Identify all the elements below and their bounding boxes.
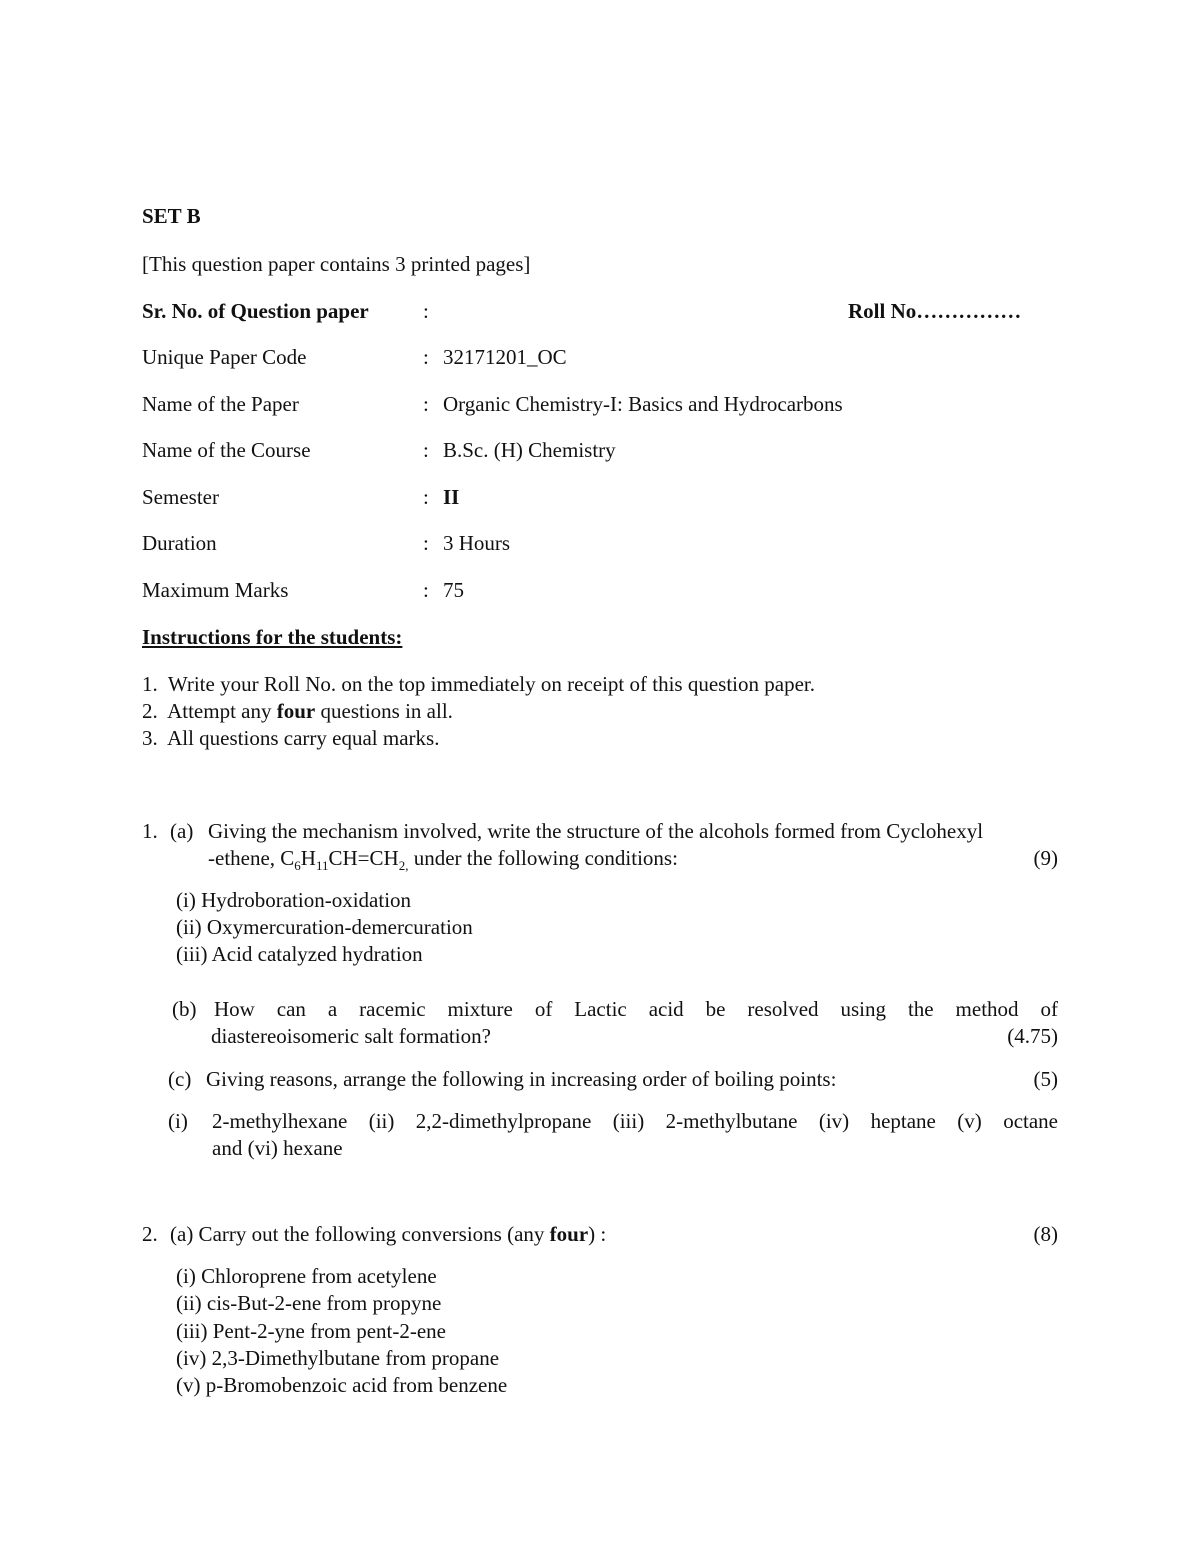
pages-note: [This question paper contains 3 printed pages] bbox=[142, 252, 531, 276]
question-number: 1. bbox=[142, 819, 158, 843]
item-text-bold: four bbox=[276, 699, 316, 723]
list-item: (ii) Oxymercuration-demercuration bbox=[176, 915, 473, 939]
info-label: Maximum Marks bbox=[142, 578, 289, 602]
item-text: All questions carry equal marks. bbox=[167, 726, 440, 750]
set-label: SET B bbox=[142, 204, 201, 228]
marks-label: (9) bbox=[1033, 846, 1058, 870]
sr-no-colon: : bbox=[423, 299, 429, 323]
item-text-pre: Attempt any bbox=[167, 699, 277, 723]
text-post: ) : bbox=[588, 1222, 607, 1246]
item-text: Write your Roll No. on the top immediately on receipt of this question paper. bbox=[167, 672, 815, 696]
list-item bbox=[142, 726, 439, 751]
item-number: 1. bbox=[142, 672, 158, 696]
info-value: 75 bbox=[443, 578, 464, 602]
part-b-label: (b) bbox=[172, 997, 197, 1021]
list-item: (i) Chloroprene from acetylene bbox=[176, 1264, 437, 1288]
marks-label: (4.75) bbox=[1007, 1024, 1058, 1048]
part-c-text: Giving reasons, arrange the following in increasing order of boiling points: bbox=[206, 1067, 837, 1091]
subscript: 6 bbox=[294, 858, 301, 874]
part-b-line1: How can a racemic mixture of Lactic acid be resolved using the method of bbox=[214, 997, 1058, 1021]
info-value: Organic Chemistry-I: Basics and Hydrocarbons bbox=[443, 392, 843, 416]
info-colon: : bbox=[423, 578, 429, 602]
list-item bbox=[142, 672, 815, 697]
info-colon: : bbox=[423, 531, 429, 555]
list-item bbox=[142, 699, 453, 724]
info-label: Name of the Course bbox=[142, 438, 311, 462]
part-a-text bbox=[170, 1222, 606, 1247]
list-item: (v) p-Bromobenzoic acid from benzene bbox=[176, 1373, 508, 1397]
formula-text: H bbox=[300, 846, 316, 870]
sr-no-label: Sr. No. of Question paper bbox=[142, 299, 369, 323]
formula-text: -ethene, C bbox=[208, 846, 295, 870]
info-colon: : bbox=[423, 392, 429, 416]
list-label: (i) bbox=[168, 1109, 188, 1133]
part-a-line1: Giving the mechanism involved, write the structure of the alcohols formed from Cyclohexyl bbox=[208, 819, 984, 843]
marks-label: (8) bbox=[1033, 1222, 1058, 1246]
question-number: 2. bbox=[142, 1222, 158, 1246]
formula-text: CH=CH bbox=[328, 846, 399, 870]
item-number: 3. bbox=[142, 726, 158, 750]
list-item: (iv) 2,3-Dimethylbutane from propane bbox=[176, 1346, 500, 1370]
text-bold: four bbox=[549, 1222, 589, 1246]
info-value: 32171201_OC bbox=[443, 345, 567, 369]
info-value: 3 Hours bbox=[443, 531, 511, 555]
compound-list-line1: 2-methylhexane (ii) 2,2-dimethylpropane (iii) 2-methylbutane (iv) heptane (v) octane bbox=[212, 1109, 1058, 1133]
subscript: 2, bbox=[398, 858, 409, 874]
compound-list-line2: and (vi) hexane bbox=[212, 1136, 343, 1160]
part-a-line2 bbox=[208, 846, 678, 874]
text-pre: (a) Carry out the following conversions (any bbox=[170, 1222, 550, 1246]
list-item: (iii) Acid catalyzed hydration bbox=[176, 942, 423, 966]
part-c-label: (c) bbox=[168, 1067, 192, 1091]
part-b-line2: diastereoisomeric salt formation? bbox=[211, 1024, 491, 1048]
info-value: B.Sc. (H) Chemistry bbox=[443, 438, 616, 462]
info-label: Semester bbox=[142, 485, 219, 509]
formula-text: under the following conditions: bbox=[408, 846, 678, 870]
info-colon: : bbox=[423, 485, 429, 509]
info-value: II bbox=[443, 485, 460, 509]
part-a-label: (a) bbox=[170, 819, 194, 843]
item-text-post: questions in all. bbox=[315, 699, 453, 723]
subscript: 11 bbox=[315, 858, 329, 874]
list-item: (ii) cis-But-2-ene from propyne bbox=[176, 1291, 442, 1315]
info-label: Duration bbox=[142, 531, 217, 555]
marks-label: (5) bbox=[1033, 1067, 1058, 1091]
info-colon: : bbox=[423, 438, 429, 462]
instructions-heading: Instructions for the students: bbox=[142, 625, 403, 649]
item-number: 2. bbox=[142, 699, 158, 723]
list-item: (i) Hydroboration-oxidation bbox=[176, 888, 412, 912]
info-label: Name of the Paper bbox=[142, 392, 299, 416]
info-colon: : bbox=[423, 345, 429, 369]
roll-no-label: Roll No…………… bbox=[848, 299, 1022, 323]
list-item: (iii) Pent-2-yne from pent-2-ene bbox=[176, 1319, 446, 1343]
info-label: Unique Paper Code bbox=[142, 345, 307, 369]
